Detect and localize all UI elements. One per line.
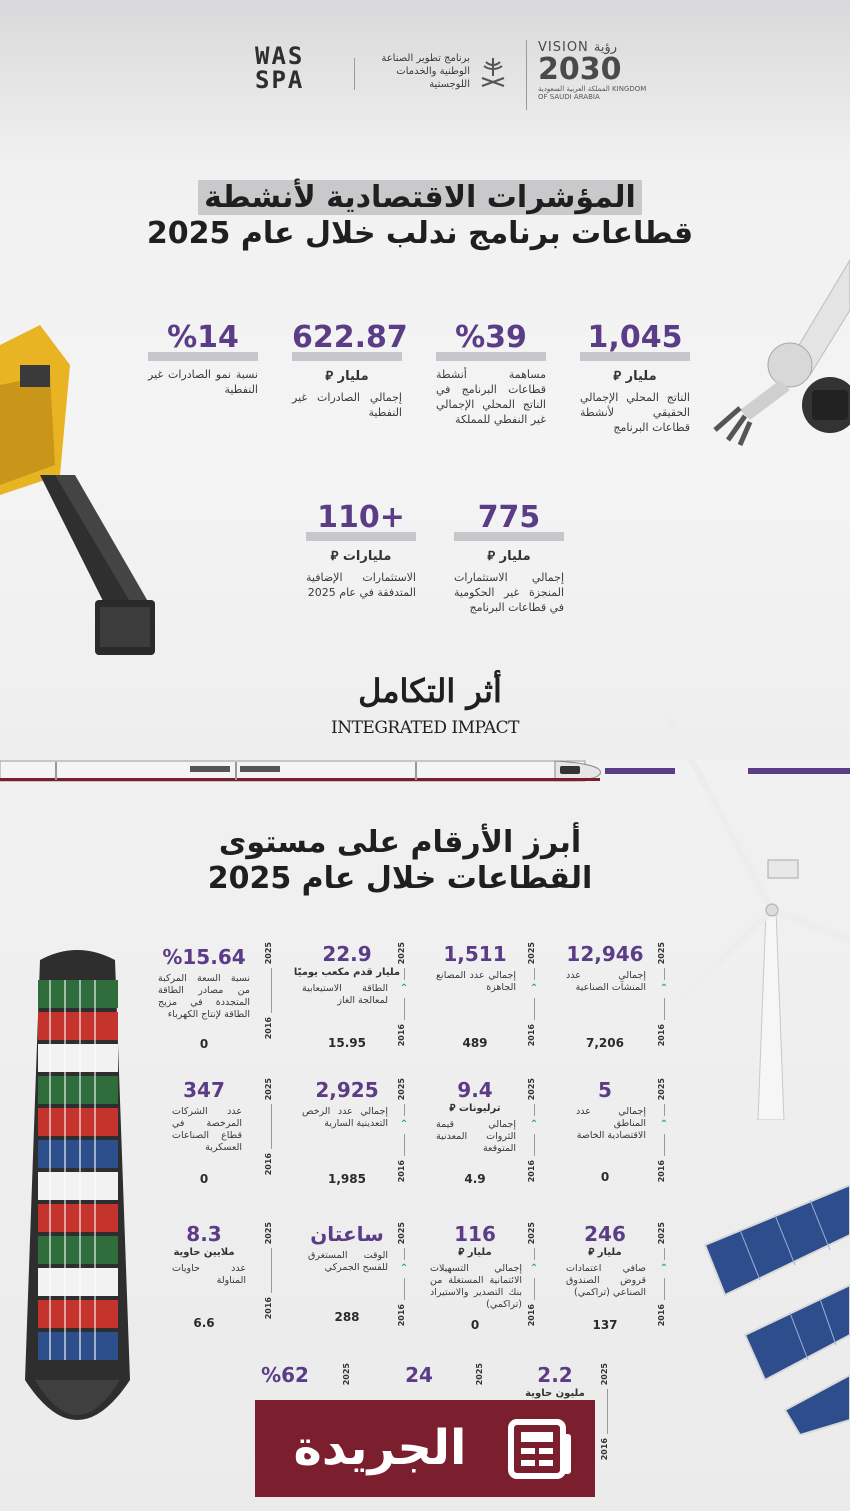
year-range-8: 2025 2016	[264, 1078, 273, 1176]
aljarida-banner[interactable]	[255, 1400, 595, 1497]
year-range-2: 2025 ⌃ 2016	[527, 942, 539, 1047]
year-range-15: 2025	[342, 1363, 351, 1386]
year-range-9: 2025 ⌃ 2016	[657, 1222, 669, 1327]
stat-exports: 622.87 مليار ⃁ إجمالي الصادرات غير النفطية	[292, 320, 408, 419]
section2-title-line2: القطاعات خلال عام 2025	[207, 861, 593, 896]
grid-stat-economic-zones: 5 إجمالي عدد المناطق الاقتصادية الخاصة 0	[576, 1078, 646, 1184]
grid-stat-customs-clearance: ساعتان الوقت المستغرق للفسح الجمركي 288	[308, 1222, 388, 1324]
section2-title	[100, 825, 700, 897]
ndlp-logo-text: برنامج تطوير الصناعة الوطنية والخدمات اللوجستية	[381, 53, 470, 90]
header-separator-2	[526, 40, 527, 110]
grid-stat-mineral-wealth: 9.4 ترليونات ⃁ إجمالي قيمة الثروات المعدنية المتوقعة 4.9	[436, 1078, 516, 1186]
year-range-5: 2025 ⌃ 2016	[657, 1078, 669, 1183]
stat-export-growth: %14 نسبة نمو الصادرات غير النفطية	[148, 320, 258, 396]
year-range-12: 2025 2016	[264, 1222, 273, 1320]
robot-arm-image	[700, 240, 850, 470]
cargo-ship-image	[20, 950, 135, 1455]
aljarida-banner-text: الجريدة	[293, 1420, 467, 1476]
section2-title-line1: أبرز الأرقام على مستوى	[218, 825, 582, 860]
grid-stat-renewables: %15.64 نسبة السعة المركبة من مصادر الطاقة المتجددة في مزيج الطاقة لإنتاج الكهرباء 0	[158, 945, 250, 1051]
year-range-13: 2025 2016	[600, 1363, 609, 1461]
grid-stat-transshipment: 2.2 مليون حاوية	[525, 1363, 585, 1399]
stat-investments: 775 مليار ⃁ إجمالي الاستثمارات المنجزة غير الحكومية في قطاعات البرنامج	[454, 500, 564, 614]
grid-stat-factories: 1,511 إجمالي عدد المصانع الجاهزة 489	[436, 942, 516, 1050]
excavator-image	[0, 325, 170, 665]
spa-logo: WAS SPA	[255, 42, 305, 94]
grid-stat-24: 24	[405, 1363, 433, 1387]
integrated-impact-arabic: أثر التكامل	[358, 672, 502, 710]
newspaper-icon	[505, 1414, 575, 1484]
wind-turbine-image	[660, 700, 850, 1120]
year-range-1: 2025 ⌃ 2016	[657, 942, 669, 1047]
saudi-emblem-icon	[476, 56, 510, 90]
integrated-impact-english: INTEGRATED IMPACT	[331, 718, 519, 738]
stat-gdp: 1,045 مليار ⃁ الناتج المحلي الإجمالي الحقيقي لأنشطة قطاعات البرنامج	[580, 320, 690, 434]
grid-stat-containers: 8.3 ملايين حاوية عدد حاويات المناولة 6.6	[172, 1222, 246, 1330]
year-range-7: 2025 ⌃ 2016	[397, 1078, 409, 1183]
year-range-6: 2025 ⌃ 2016	[527, 1078, 539, 1183]
year-range-3: 2025 ⌃ 2016	[397, 942, 409, 1047]
grid-stat-exim-credit: 116 مليار ⃁ إجمالي التسهيلات الائتمانية المستغلة من بنك التصدير والاستيراد (تراكمي) 0	[430, 1222, 522, 1332]
year-range-4: 2025 2016	[264, 942, 273, 1040]
grid-stat-industrial-fund-loans: 246 مليار ⃁ صافي اعتمادات قروض الصندوق الصناعي (تراكمي) 137	[566, 1222, 646, 1332]
section1-title	[120, 180, 720, 252]
section1-title-line1: المؤشرات الاقتصادية لأنشطة	[198, 180, 642, 215]
grid-stat-62: %62	[261, 1363, 309, 1387]
solar-panels-image	[700, 1185, 850, 1435]
grid-stat-mining-licenses: 2,925 إجمالي عدد الرخص التعدينية السارية 1,985	[302, 1078, 388, 1186]
section1-title-line2: قطاعات برنامج ندلب خلال عام 2025	[146, 216, 694, 251]
stat-gdp-share: %39 مساهمة أنشطة قطاعات البرنامج في الناتج المحلي الإجمالي غير النفطي للمملكة	[436, 320, 546, 426]
year-range-11: 2025 ⌃ 2016	[397, 1222, 409, 1327]
grid-stat-gas-capacity: 22.9 مليار قدم مكعب يوميًا الطاقة الاستيعابية لمعالجة الغاز 15.95	[293, 942, 401, 1050]
train-image	[0, 756, 610, 786]
vision-2030-logo: VISION رؤية 2030 المملكة العربية السعودية KINGDOM OF SAUDI ARABIA	[538, 40, 647, 101]
year-range-10: 2025 ⌃ 2016	[527, 1222, 539, 1327]
header-separator	[354, 58, 355, 90]
grid-stat-military-companies: 347 عدد الشركات المرخصة في قطاع الصناعات العسكرية 0	[172, 1078, 242, 1186]
stat-additional-investments: 110+ مليارات ⃁ الاستثمارات الإضافية المتدفقة في عام 2025	[306, 500, 416, 599]
grid-stat-facilities: 12,946 إجمالي عدد المنشآت الصناعية 7,206	[566, 942, 646, 1050]
year-range-14: 2025	[475, 1363, 484, 1386]
